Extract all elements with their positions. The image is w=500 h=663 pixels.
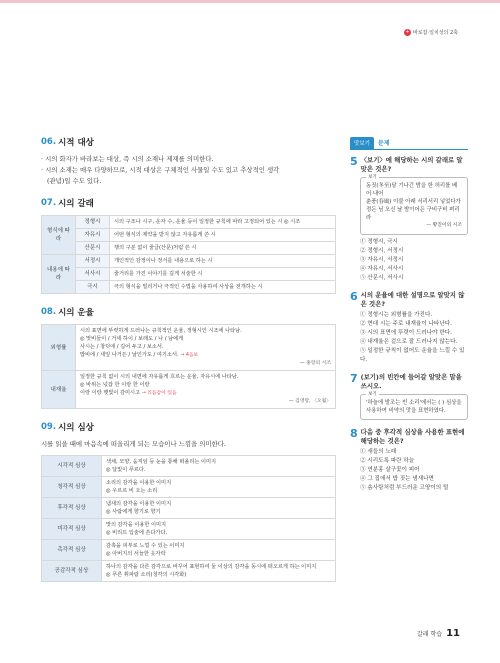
table-row: 미각적 심상 맛의 감각을 이용한 이미지 ◎ 비리뜨 입술에 쓴다가다.: [42, 519, 336, 540]
table-row: 내재율 일정한 규칙 없이 시의 내면에 자유롭게 흐르는 운율, 자유시에 나타남. ◎ 바위는 넋잡 한 이랑 한 이랑 이랑 이랑 햇빛이 감미시고 → 리듬감이 있음 — 김영랑, 〈오월〉: [42, 371, 336, 409]
page-footer: 갈래 학습 11: [416, 628, 460, 639]
genre-table: [41, 215, 336, 294]
rhythm-table: [41, 324, 336, 409]
option[interactable]: ③ 시의 표면에 뚜렷이 드러나야 한다.: [360, 330, 452, 336]
option[interactable]: ① 정형시, 극시: [360, 239, 398, 245]
option[interactable]: ② 시리도록 파란 하늘: [360, 458, 415, 464]
table-row: 후각적 심상 냄새의 감각을 이용한 이미지 ◎ 사람에게 향기로 향기: [42, 498, 336, 519]
question-5: 5 〈보기〉에 해당하는 시의 갈래로 알맞은 것은? 보기 동짓(冬至)달 기나긴 밤을 한 허리를 베어 내어 춘풍(春風) 이불 아래 서리서리 넣었다가 정든 님 오신 날 밤이어든 구비구비 펴리라 — 황진이의 시조 ① 정형시, 극시 ② 정형시, 서정시 ③ 자유시, 서정시 ④ 자유시, 서사시 ⑤ 산문시, 서사시: [350, 156, 468, 283]
table-row: 외형률 시의 표면에 뚜렷하게 드러나는 규칙적인 운율, 정형시인 시조에 나타남. ◎ 맛비들이 / 거세 하이 / 보래도 / 나 / 남에게 사시는 / 창딧에 / 길어 두고 / 보소서. 밥비에 / 새잎 나거든 / 날인가도 / 여기소서. → 4음보 — 홍랑의 시조: [42, 325, 336, 371]
table-row: 산문시 행의 구분 없이 줄글(산문)처럼 쓴 시: [42, 242, 336, 255]
section-08-heading: 08. 시의 운율: [41, 307, 94, 318]
option[interactable]: ① 새들의 노래: [360, 449, 397, 455]
table-row: 촉각적 심상 감촉을 피부로 느낄 수 있는 이미지 ◎ 아버지의 서늘한 옷자락: [42, 540, 336, 561]
section-09-heading: 09. 시의 심상: [41, 422, 94, 433]
top-border: [0, 0, 500, 3]
question-7: 7 (보기)의 빈칸에 들어갈 알맞은 말을 쓰시오. 보기 '하늘에 발조는 빈 소리'에서는 ( ) 심상을 사용하여 비약의 맛을 표현하였다.: [350, 373, 468, 420]
header-note-text: 바로잡·일치성의 2축: [412, 30, 458, 36]
table-row: 극시 극의 형식을 빌리거나 극적인 수법을 사용하여 사상을 전개하는 시: [42, 281, 336, 294]
table-row: 서사시 줄거리를 가진 이야기를 길게 서술한 시: [42, 268, 336, 281]
table-row: 시각적 심상 색채, 모양, 움직임 등 눈을 통해 떠올리는 이미지 ◎ 달빛이 푸르다.: [42, 456, 336, 477]
table-row: 형식에 따라 정형시 시의 구조나 시구, 운자 수, 운율 등이 일정한 규칙에 따라 고정되어 있는 시 ◎ 시조: [42, 216, 336, 229]
option[interactable]: ⑤ 일정한 규칙이 없어도 운율을 느낄 수 있다.: [360, 348, 465, 363]
tab-preview: 맛보기: [350, 137, 374, 149]
imagery-table: [41, 455, 336, 582]
quiz-tabs: [350, 136, 468, 150]
option[interactable]: ② 정형시, 서정시: [360, 248, 404, 254]
tab-problems: 문제: [377, 140, 390, 147]
table-row: 공감각적 심상 하나의 감각을 다른 감각으로 바꾸어 표현하여 둘 이상의 감각을 동시에 떠오르게 하는 이미지 ◎ 푸른 휘파람 소리(청각의 시각화): [42, 561, 336, 582]
option[interactable]: ④ 그 집에서 밥 짓는 냄새나면: [360, 476, 434, 482]
option[interactable]: ④ 내재율은 겉으로 잘 드러나지 않는다.: [360, 339, 458, 345]
option[interactable]: ① 정형시는 외형률을 가진다.: [360, 312, 433, 318]
page-number: 11: [446, 628, 460, 639]
question-6: 6 시의 운율에 대한 설명으로 알맞지 않은 것은? ① 정형시는 외형률을 가진다. ② 현대 시는 주로 내재율이 나타난다. ③ 시의 표면에 뚜렷이 드러나야 한다. ④ 내재율은 겉으로 잘 드러나지 않는다. ⑤ 일정한 규칙이 없어도 운율을 느낄 수 있다.: [350, 291, 468, 365]
section-06-body: · 시의 화자가 바라보는 대상, 즉 시의 소재나 제재를 의미한다. · 시의 소재는 매우 다양하므로, 시적 대상은 구체적인 사물일 수도 있고 추상적인 생각 (관념)일 수도 있다.: [41, 155, 280, 185]
section-07-heading: 07. 시의 갈래: [41, 198, 94, 209]
option[interactable]: ④ 자유시, 서사시: [360, 266, 404, 272]
table-row: 내용에 따라 서정시 개인적인 감정이나 정서를 내용으로 하는 시: [42, 255, 336, 268]
option[interactable]: ③ 자유시, 서정시: [360, 257, 404, 263]
table-row: 청각적 심상 소리의 감각을 이용한 이미지 ◎ 우르르 비 오는 소리: [42, 477, 336, 498]
option[interactable]: ③ 연분홍 살구꽃이 피어: [360, 467, 420, 473]
example-box: 보기 동짓(冬至)달 기나긴 밤을 한 허리를 베어 내어 춘풍(春風) 이불 아래 서리서리 넣었다가 정든 님 오신 날 밤이어든 구비구비 펴리라 — 황진이의 시조: [360, 177, 468, 235]
plus-circle-icon: +: [405, 29, 410, 35]
section-09-intro: 시를 읽을 때에 마음속에 떠올리게 되는 모습이나 느낌을 의미한다.: [41, 440, 226, 448]
table-row: 자유시 어떤 형식의 제약을 받지 않고 자유롭게 쓴 시: [42, 229, 336, 242]
option[interactable]: ⑤ 솜사탕처럼 부드러운 고양이의 털: [360, 485, 449, 491]
example-box: 보기 '하늘에 발조는 빈 소리'에서는 ( ) 심상을 사용하여 비약의 맛을 표현하였다.: [360, 394, 468, 420]
option[interactable]: ② 현대 시는 주로 내재율이 나타난다.: [360, 321, 452, 327]
header-note: [404, 29, 458, 36]
right-column: [350, 136, 468, 501]
question-8: 8 다음 중 후각적 심상을 사용한 표현에 해당하는 것은? ① 새들의 노래 ② 시리도록 파란 하늘 ③ 연분홍 살구꽃이 피어 ④ 그 집에서 밥 짓는 냄새나면 ⑤ 솜사탕처럼 부드러운 고양이의 털: [350, 428, 468, 493]
option[interactable]: ⑤ 산문시, 서사시: [360, 275, 404, 281]
section-06-heading: 06. 시적 대상: [41, 137, 94, 148]
left-column: [41, 136, 336, 582]
